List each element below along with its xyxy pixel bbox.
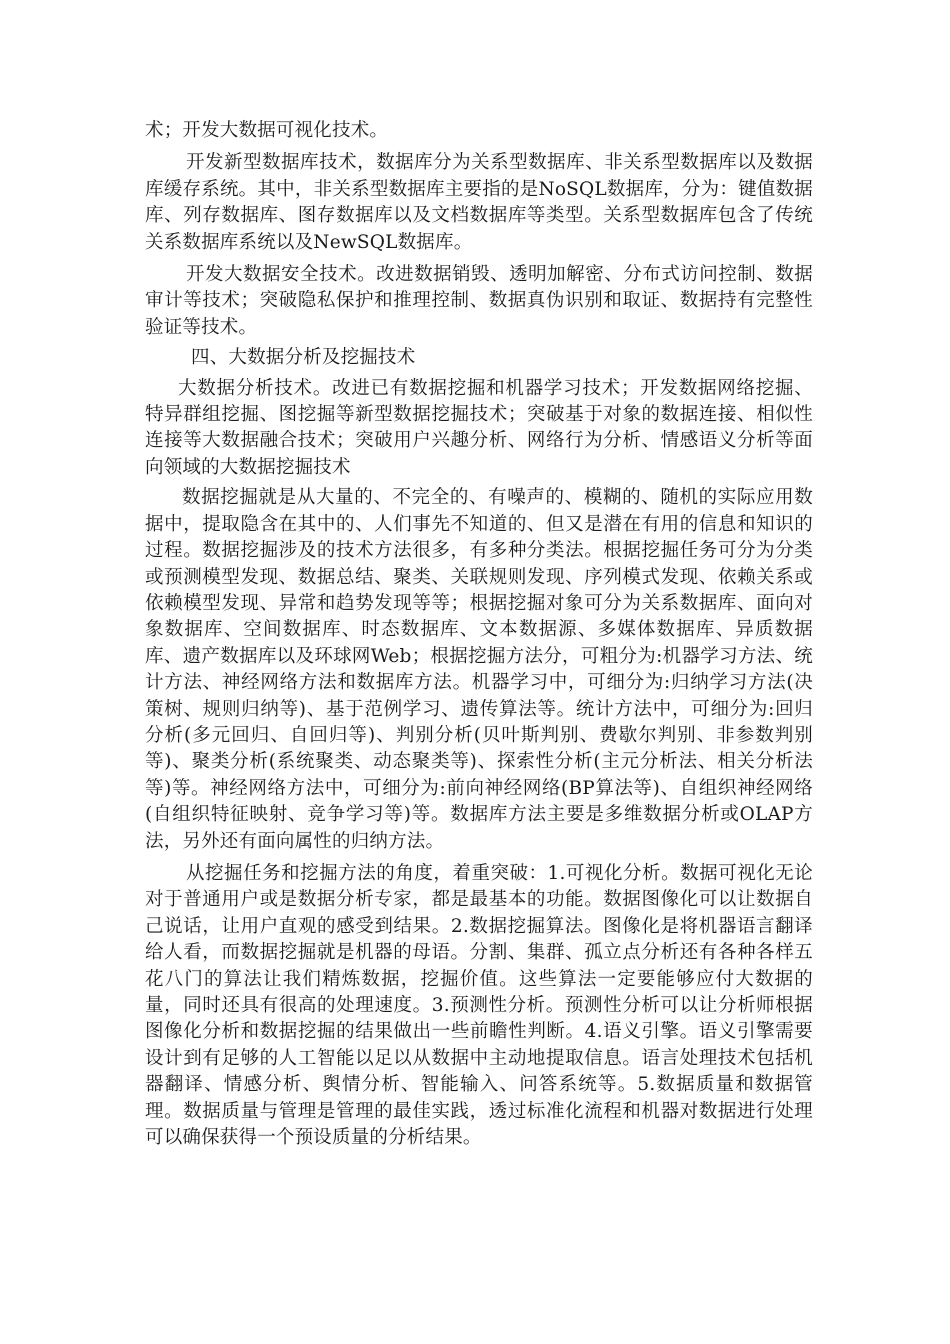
paragraph-database-tech: 开发新型数据库技术，数据库分为关系型数据库、非关系型数据库以及数据库缓存系统。其中，非关系型数据库主要指的是NoSQL数据库，分为：键值数据库、列存数据库、图存数据库以及文档数据库等类型。关系型数据库包含了传统关系数据库系统以及NewSQL数据库。 [145, 152, 813, 253]
section-heading: 四、大数据分析及挖掘技术 [191, 347, 416, 369]
paragraph-continuation: 术；开发大数据可视化技术。 [145, 120, 389, 141]
paragraph-security-tech: 开发大数据安全技术。改进数据销毁、透明加解密、分布式访问控制、数据审计等技术；突破隐私保护和推理控制、数据真伪识别和取证、数据持有完整性验证等技术。 [145, 264, 813, 338]
paragraph-analysis-tech: 大数据分析技术。改进已有数据挖掘和机器学习技术；开发数据网络挖掘、特异群组挖掘、图挖掘等新型数据挖掘技术；突破基于对象的数据连接、相似性连接等大数据融合技术；突破用户兴趣分析、网络行为分析、情感语义分析等面向领域的大数据挖掘技术 [145, 377, 813, 478]
document-page [145, 118, 813, 1151]
paragraph-key-breakthroughs: 从挖掘任务和挖掘方法的角度，着重突破：1.可视化分析。数据可视化无论对于普通用户或是数据分析专家，都是最基本的功能。数据图像化可以让数据自己说话，让用户直观的感受到结果。2.数据挖掘算法。图像化是将机器语言翻译给人看，而数据挖掘就是机器的母语。分割、集群、孤立点分析还有各种各样五花八门的算法让我们精炼数据，挖掘价值。这些算法一定要能够应付大数据的量，同时还具有很高的处理速度。3.预测性分析。预测性分析可以让分析师根据图像化分析和数据挖掘的结果做出一些前瞻性判断。4.语义引擎。语义引擎需要设计到有足够的人工智能以足以从数据中主动地提取信息。语言处理技术包括机器翻译、情感分析、舆情分析、智能输入、问答系统等。5.数据质量和数据管理。数据质量与管理是管理的最佳实践，透过标准化流程和机器对数据进行处理可以确保获得一个预设质量的分析结果。 [145, 862, 813, 1149]
paragraph-data-mining: 数据挖掘就是从大量的、不完全的、有噪声的、模糊的、随机的实际应用数据中，提取隐含在其中的、人们事先不知道的、但又是潜在有用的信息和知识的过程。数据挖掘涉及的技术方法很多，有多种分类法。根据挖掘任务可分为分类或预测模型发现、数据总结、聚类、关联规则发现、序列模式发现、依赖关系或依赖模型发现、异常和趋势发现等等；根据挖掘对象可分为关系数据库、面向对象数据库、空间数据库、时态数据库、文本数据源、多媒体数据库、异质数据库、遗产数据库以及环球网Web；根据挖掘方法分，可粗分为:机器学习方法、统计方法、神经网络方法和数据库方法。机器学习中，可细分为:归纳学习方法(决策树、规则归纳等)、基于范例学习、遗传算法等。统计方法中，可细分为:回归分析(多元回归、自回归等)、判别分析(贝叶斯判别、费歇尔判别、非参数判别等)、聚类分析(系统聚类、动态聚类等)、探索性分析(主元分析法、相关分析法等)等。神经网络方法中，可细分为:前向神经网络(BP算法等)、自组织神经网络(自组织特征映射、竞争学习等)等。数据库方法主要是多维数据分析或OLAP方法，另外还有面向属性的归纳方法。 [145, 487, 813, 852]
